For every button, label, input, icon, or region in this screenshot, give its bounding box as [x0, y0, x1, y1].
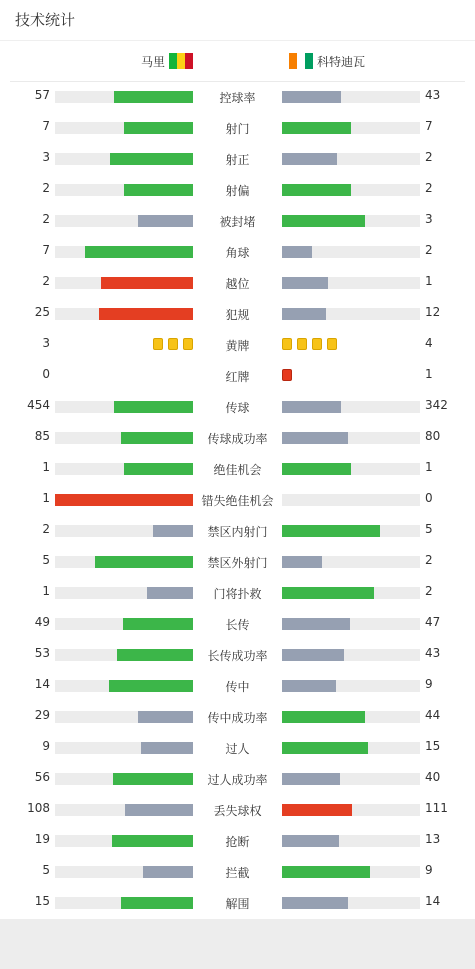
home-value: 3 — [42, 336, 50, 350]
stat-row — [0, 422, 475, 453]
away-bar-fill — [282, 742, 368, 754]
home-bar-fill — [101, 277, 193, 289]
away-bar-fill — [282, 587, 374, 599]
away-bar-track — [282, 308, 420, 320]
away-value: 2 — [425, 584, 433, 598]
stat-row — [0, 360, 475, 391]
away-value: 2 — [425, 553, 433, 567]
home-bar-fill — [121, 897, 193, 909]
away-bar-track — [282, 556, 420, 568]
home-bar-track — [55, 277, 193, 289]
stat-label: 禁区内射门 — [207, 525, 268, 539]
home-value: 5 — [42, 863, 50, 877]
home-value: 19 — [34, 832, 50, 846]
stat-row — [0, 205, 475, 236]
away-bar-fill — [282, 618, 350, 630]
home-bar-fill — [95, 556, 193, 568]
home-bar-fill — [141, 742, 193, 754]
home-bar-track — [55, 897, 193, 909]
stat-label: 控球率 — [219, 91, 256, 105]
yellow-card-icon — [312, 338, 322, 350]
away-bar-fill — [282, 308, 326, 320]
stat-row — [0, 639, 475, 670]
away-bar-fill — [282, 866, 370, 878]
home-bar-fill — [55, 494, 193, 506]
home-bar-track — [55, 91, 193, 103]
away-value: 9 — [425, 863, 433, 877]
stat-row — [0, 329, 475, 360]
yellow-card-icon — [297, 338, 307, 350]
stat-row — [0, 453, 475, 484]
yellow-card-icon — [153, 338, 163, 350]
stat-label: 绝佳机会 — [213, 463, 262, 477]
home-bar-track — [55, 463, 193, 475]
yellow-card-icon — [327, 338, 337, 350]
home-bar-track — [55, 153, 193, 165]
page-title: 技术统计 — [15, 11, 76, 29]
away-value: 4 — [425, 336, 433, 350]
home-bar-fill — [143, 866, 193, 878]
away-value: 43 — [425, 646, 441, 660]
home-value: 5 — [42, 553, 50, 567]
away-value: 0 — [425, 491, 433, 505]
stat-row — [0, 391, 475, 422]
away-value: 44 — [425, 708, 441, 722]
away-cards — [282, 369, 292, 381]
home-bar-track — [55, 122, 193, 134]
red-card-icon — [282, 369, 292, 381]
stat-row — [0, 298, 475, 329]
divider — [0, 40, 475, 41]
away-bar-track — [282, 215, 420, 227]
home-bar-track — [55, 742, 193, 754]
stat-label: 黄牌 — [225, 339, 250, 353]
away-value: 47 — [425, 615, 441, 629]
stat-row — [0, 763, 475, 794]
away-bar-fill — [282, 773, 340, 785]
away-team — [289, 53, 365, 69]
stat-row — [0, 701, 475, 732]
home-value: 0 — [42, 367, 50, 381]
home-value: 2 — [42, 212, 50, 226]
home-value: 53 — [34, 646, 50, 660]
stat-label: 禁区外射门 — [207, 556, 268, 570]
stat-row — [0, 515, 475, 546]
away-bar-track — [282, 494, 420, 506]
stat-label: 传球成功率 — [207, 432, 268, 446]
away-bar-track — [282, 742, 420, 754]
stat-label: 过人 — [225, 742, 250, 756]
away-bar-fill — [282, 525, 380, 537]
yellow-card-icon — [282, 338, 292, 350]
team-header — [0, 50, 475, 72]
stat-label: 传中 — [225, 680, 250, 694]
home-bar-fill — [125, 804, 193, 816]
stat-label: 射正 — [225, 153, 250, 167]
stat-row — [0, 112, 475, 143]
away-bar-track — [282, 153, 420, 165]
home-bar-fill — [147, 587, 193, 599]
away-bar-track — [282, 184, 420, 196]
stat-label: 门将扑救 — [213, 587, 262, 601]
stat-row — [0, 794, 475, 825]
home-value: 1 — [42, 584, 50, 598]
stat-label: 传球 — [225, 401, 250, 415]
away-value: 1 — [425, 367, 433, 381]
stat-label: 拦截 — [225, 866, 250, 880]
stat-row — [0, 143, 475, 174]
home-value: 7 — [42, 243, 50, 257]
home-bar-track — [55, 618, 193, 630]
away-value: 3 — [425, 212, 433, 226]
home-bar-track — [55, 494, 193, 506]
home-bar-fill — [117, 649, 193, 661]
away-bar-fill — [282, 277, 328, 289]
away-bar-track — [282, 401, 420, 413]
away-value: 7 — [425, 119, 433, 133]
away-bar-track — [282, 618, 420, 630]
away-value: 1 — [425, 274, 433, 288]
home-cards — [153, 338, 193, 350]
away-bar-fill — [282, 401, 341, 413]
stat-label: 抢断 — [225, 835, 250, 849]
home-team-name: 马里 — [140, 54, 165, 69]
home-bar-fill — [110, 153, 193, 165]
home-bar-fill — [153, 525, 193, 537]
away-value: 2 — [425, 150, 433, 164]
away-bar-track — [282, 122, 420, 134]
stat-row — [0, 732, 475, 763]
home-bar-track — [55, 804, 193, 816]
away-value: 43 — [425, 88, 441, 102]
home-value: 2 — [42, 522, 50, 536]
away-bar-track — [282, 649, 420, 661]
stat-row — [0, 608, 475, 639]
away-value: 5 — [425, 522, 433, 536]
home-bar-track — [55, 432, 193, 444]
stat-row — [0, 267, 475, 298]
home-value: 454 — [27, 398, 50, 412]
home-value: 29 — [34, 708, 50, 722]
away-bar-fill — [282, 835, 339, 847]
away-bar-track — [282, 680, 420, 692]
yellow-card-icon — [183, 338, 193, 350]
home-bar-fill — [121, 432, 193, 444]
stat-row — [0, 825, 475, 856]
home-bar-fill — [114, 91, 193, 103]
away-bar-fill — [282, 680, 336, 692]
stat-label: 丢失球权 — [213, 804, 262, 818]
away-bar-fill — [282, 556, 322, 568]
away-bar-fill — [282, 432, 348, 444]
home-bar-track — [55, 246, 193, 258]
home-bar-track — [55, 401, 193, 413]
away-value: 111 — [425, 801, 448, 815]
home-bar-fill — [124, 184, 193, 196]
home-bar-track — [55, 649, 193, 661]
away-value: 14 — [425, 894, 441, 908]
home-value: 1 — [42, 491, 50, 505]
away-bar-track — [282, 773, 420, 785]
stat-label: 角球 — [225, 246, 250, 260]
home-bar-fill — [112, 835, 193, 847]
away-bar-track — [282, 91, 420, 103]
stat-label: 红牌 — [225, 370, 250, 384]
home-value: 14 — [34, 677, 50, 691]
home-bar-fill — [113, 773, 193, 785]
home-value: 15 — [34, 894, 50, 908]
home-value: 25 — [34, 305, 50, 319]
home-bar-fill — [124, 122, 193, 134]
away-bar-fill — [282, 804, 352, 816]
home-value: 108 — [27, 801, 50, 815]
away-bar-track — [282, 463, 420, 475]
home-bar-fill — [109, 680, 193, 692]
home-bar-fill — [123, 618, 193, 630]
home-bar-track — [55, 184, 193, 196]
away-bar-track — [282, 866, 420, 878]
away-bar-fill — [282, 184, 351, 196]
stat-row — [0, 484, 475, 515]
home-value: 49 — [34, 615, 50, 629]
away-value: 80 — [425, 429, 441, 443]
away-bar-fill — [282, 215, 365, 227]
away-value: 40 — [425, 770, 441, 784]
away-value: 2 — [425, 181, 433, 195]
away-bar-fill — [282, 649, 344, 661]
home-value: 57 — [34, 88, 50, 102]
away-bar-fill — [282, 122, 351, 134]
stat-row — [0, 577, 475, 608]
stat-label: 过人成功率 — [207, 773, 268, 787]
home-bar-track — [55, 556, 193, 568]
home-bar-track — [55, 587, 193, 599]
home-bar-fill — [114, 401, 193, 413]
away-cards — [282, 338, 337, 350]
home-bar-fill — [85, 246, 193, 258]
home-value: 2 — [42, 181, 50, 195]
home-value: 3 — [42, 150, 50, 164]
home-value: 2 — [42, 274, 50, 288]
away-bar-track — [282, 246, 420, 258]
stat-row — [0, 856, 475, 887]
away-bar-fill — [282, 153, 337, 165]
home-bar-fill — [99, 308, 193, 320]
home-bar-track — [55, 525, 193, 537]
ivory-coast-flag-icon — [289, 53, 313, 69]
away-value: 342 — [425, 398, 448, 412]
away-team-name: 科特迪瓦 — [317, 54, 366, 69]
home-value: 1 — [42, 460, 50, 474]
stat-row — [0, 887, 475, 918]
away-bar-track — [282, 711, 420, 723]
away-value: 1 — [425, 460, 433, 474]
away-bar-track — [282, 835, 420, 847]
stat-label: 射偏 — [225, 184, 250, 198]
away-bar-fill — [282, 463, 351, 475]
home-bar-track — [55, 835, 193, 847]
home-bar-fill — [124, 463, 193, 475]
stats-list — [0, 81, 475, 918]
home-bar-track — [55, 866, 193, 878]
stat-label: 解围 — [225, 897, 250, 911]
away-bar-fill — [282, 897, 348, 909]
stat-row — [0, 670, 475, 701]
away-value: 12 — [425, 305, 441, 319]
stat-label: 长传成功率 — [207, 649, 268, 663]
away-bar-track — [282, 897, 420, 909]
home-bar-track — [55, 215, 193, 227]
away-value: 2 — [425, 243, 433, 257]
stat-row — [0, 174, 475, 205]
away-bar-track — [282, 587, 420, 599]
home-bar-fill — [138, 711, 193, 723]
home-bar-track — [55, 773, 193, 785]
away-bar-fill — [282, 91, 341, 103]
stat-label: 越位 — [225, 277, 250, 291]
stat-label: 长传 — [225, 618, 250, 632]
yellow-card-icon — [168, 338, 178, 350]
stat-row — [0, 81, 475, 112]
home-bar-track — [55, 308, 193, 320]
away-bar-fill — [282, 711, 365, 723]
away-bar-track — [282, 277, 420, 289]
away-bar-track — [282, 804, 420, 816]
home-value: 9 — [42, 739, 50, 753]
home-value: 85 — [34, 429, 50, 443]
stat-row — [0, 546, 475, 577]
away-value: 13 — [425, 832, 441, 846]
stat-label: 射门 — [225, 122, 250, 136]
home-value: 7 — [42, 119, 50, 133]
away-bar-track — [282, 525, 420, 537]
away-value: 9 — [425, 677, 433, 691]
stat-label: 被封堵 — [219, 215, 256, 229]
home-bar-track — [55, 680, 193, 692]
stat-row — [0, 236, 475, 267]
away-bar-track — [282, 432, 420, 444]
stat-label: 错失绝佳机会 — [201, 494, 274, 508]
home-bar-fill — [138, 215, 193, 227]
stat-label: 传中成功率 — [207, 711, 268, 725]
stat-label: 犯规 — [225, 308, 250, 322]
home-team — [141, 53, 193, 69]
home-bar-track — [55, 711, 193, 723]
away-value: 15 — [425, 739, 441, 753]
home-value: 56 — [34, 770, 50, 784]
mali-flag-icon — [169, 53, 193, 69]
away-bar-fill — [282, 246, 312, 258]
